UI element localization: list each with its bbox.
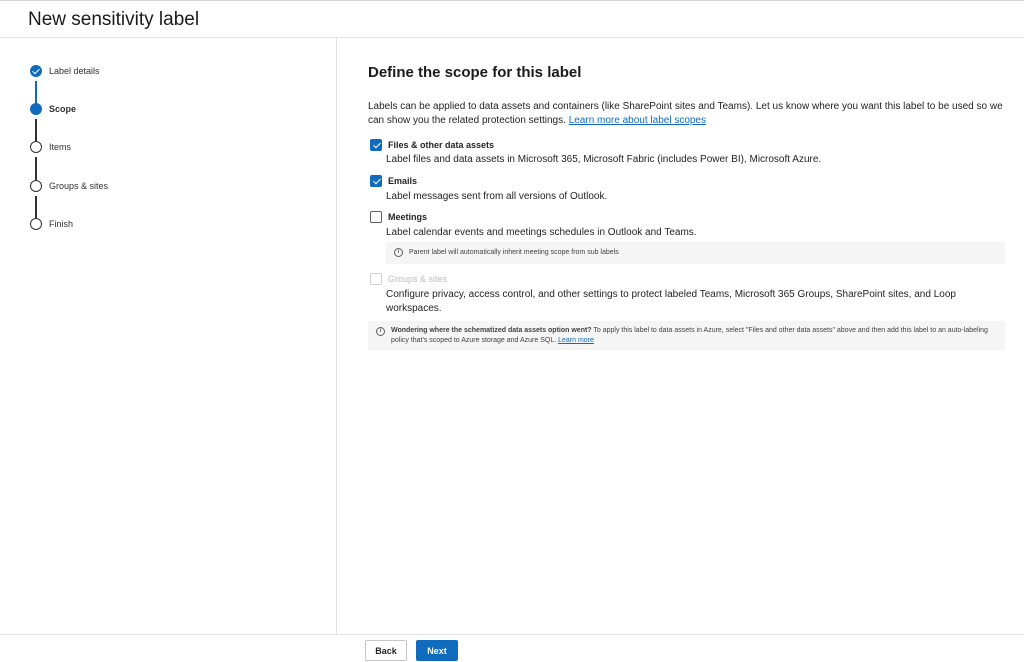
emails-option[interactable] bbox=[370, 175, 417, 187]
schematized-info-banner bbox=[368, 321, 1005, 350]
next-button[interactable]: Next bbox=[416, 640, 458, 661]
page-header bbox=[0, 0, 1024, 38]
step-groups-sites[interactable] bbox=[30, 179, 108, 193]
groups-sites-checkbox bbox=[370, 273, 382, 285]
step-scope[interactable] bbox=[30, 102, 76, 116]
option-description: Label calendar events and meetings schedules in Outlook and Teams. bbox=[386, 227, 697, 238]
files-data-assets-checkbox[interactable] bbox=[370, 139, 382, 151]
step-current-icon bbox=[30, 103, 42, 115]
emails-checkbox[interactable] bbox=[370, 175, 382, 187]
step-pending-icon bbox=[30, 180, 42, 192]
page-title: New sensitivity label bbox=[28, 9, 200, 30]
step-complete-icon bbox=[30, 65, 42, 77]
wizard-steps bbox=[0, 38, 337, 634]
info-icon: i bbox=[394, 248, 403, 257]
option-label: Emails bbox=[388, 176, 418, 186]
step-label-details[interactable] bbox=[30, 64, 100, 78]
step-label: Label details bbox=[49, 66, 100, 76]
step-finish[interactable] bbox=[30, 217, 73, 231]
banner-body: To apply this label to data assets in Azure, select "Files and other data assets" above and then add this label to an auto-labeling policy that's scoped to Azure storage and Azure SQL. bbox=[391, 327, 988, 344]
option-description: Label files and data assets in Microsoft 365, Microsoft Fabric (includes Power BI), Microsoft Azure. bbox=[386, 154, 822, 165]
option-label: Groups & sites bbox=[388, 274, 448, 284]
intro-text bbox=[368, 100, 1008, 128]
step-pending-icon bbox=[30, 218, 42, 230]
meetings-checkbox[interactable] bbox=[370, 211, 382, 223]
learn-more-scopes-link[interactable]: Learn more about label scopes bbox=[568, 115, 706, 126]
step-connector bbox=[35, 157, 37, 181]
option-label: Files & other data assets bbox=[388, 140, 495, 150]
step-pending-icon bbox=[30, 141, 42, 153]
option-label: Meetings bbox=[388, 212, 428, 222]
meetings-option[interactable] bbox=[370, 211, 427, 223]
wizard-footer bbox=[0, 634, 1024, 662]
step-label: Items bbox=[49, 142, 72, 152]
option-description: Configure privacy, access control, and other settings to protect labeled Teams, Microsoft 365 Groups, SharePoint sites, and Loop workspaces. bbox=[386, 289, 956, 314]
files-data-assets-option[interactable] bbox=[370, 139, 494, 151]
step-label: Scope bbox=[49, 104, 77, 114]
step-label: Finish bbox=[49, 219, 74, 229]
groups-sites-option bbox=[370, 273, 447, 285]
intro-body: Labels can be applied to data assets and containers (like SharePoint sites and Teams). Let us know where you want this label to be used so we can show you the related protection settings. bbox=[368, 101, 1003, 126]
section-title: Define the scope for this label bbox=[368, 64, 582, 81]
learn-more-link[interactable]: Learn more bbox=[558, 337, 594, 344]
banner-bold: Wondering where the schematized data assets option went? bbox=[391, 327, 592, 334]
meetings-note bbox=[386, 242, 1005, 264]
step-label: Groups & sites bbox=[49, 181, 109, 191]
step-items[interactable] bbox=[30, 140, 71, 154]
back-button[interactable]: Back bbox=[365, 640, 407, 661]
banner-text bbox=[391, 326, 995, 346]
option-description: Label messages sent from all versions of Outlook. bbox=[386, 191, 608, 202]
note-text: Parent label will automatically inherit meeting scope from sub labels bbox=[409, 249, 619, 256]
info-icon: i bbox=[376, 327, 385, 336]
